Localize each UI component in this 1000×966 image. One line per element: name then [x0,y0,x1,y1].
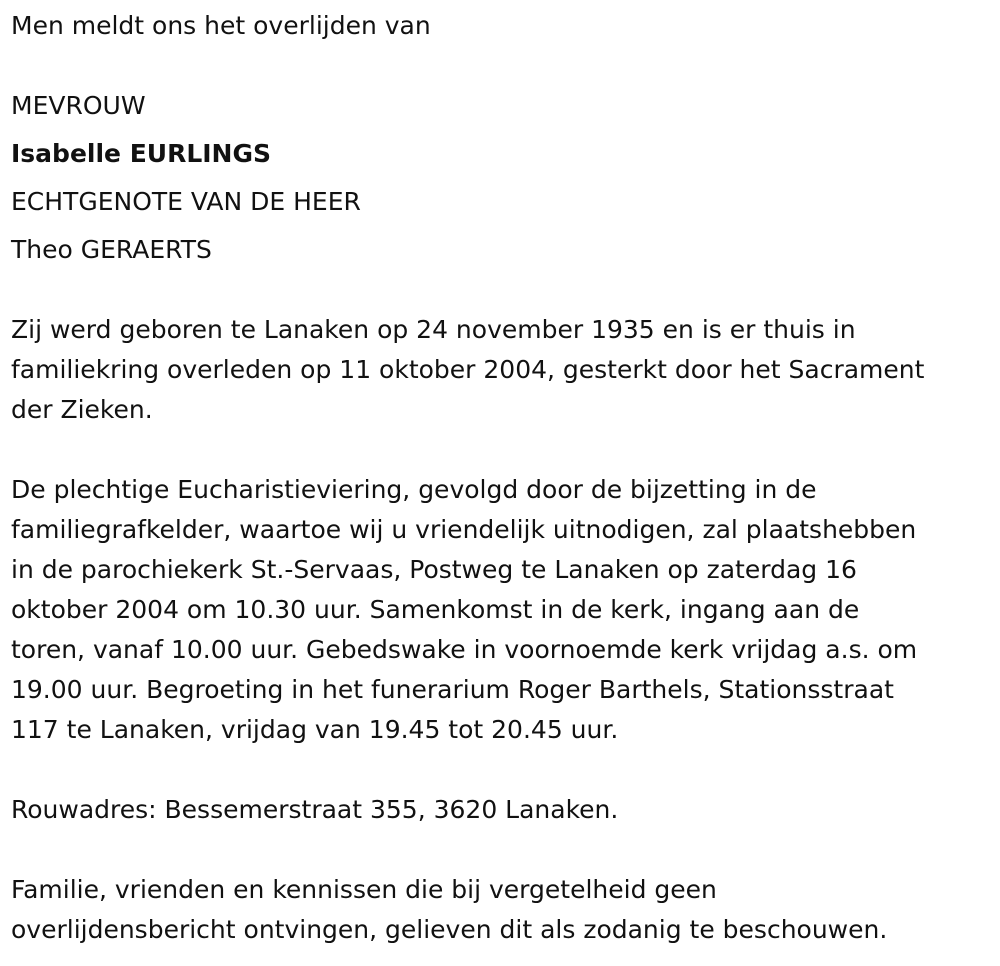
deceased-name: Isabelle EURLINGS [11,139,272,168]
text-line: in de parochiekerk St.-Servaas, Postweg te Lanaken op zaterdag 16 [11,555,857,584]
text-line: Zij werd geboren te Lanaken op 24 november 1935 en is er thuis in [11,315,856,344]
honorific: MEVROUW [11,91,146,120]
text-line: der Zieken. [11,395,153,424]
text-line: De plechtige Eucharistieviering, gevolgd door de bijzetting in de [11,475,817,504]
paragraph-notice [11,870,986,950]
text-line: familiegrafkelder, waartoe wij u vriendelijk uitnodigen, zal plaatshebben [11,515,917,544]
text-line: Familie, vrienden en kennissen die bij vergetelheid geen [11,875,717,904]
text-line: Rouwadres: Bessemerstraat 355, 3620 Lanaken. [11,795,619,824]
text-line: toren, vanaf 10.00 uur. Gebedswake in voornoemde kerk vrijdag a.s. om [11,635,918,664]
relation-text: ECHTGENOTE VAN DE HEER [11,187,361,216]
spouse-name: Theo GERAERTS [11,235,212,264]
text-line: 117 te Lanaken, vrijdag van 19.45 tot 20.45 uur. [11,715,619,744]
text-line: oktober 2004 om 10.30 uur. Samenkomst in de kerk, ingang aan de [11,595,860,624]
intro-text: Men meldt ons het overlijden van [11,11,431,40]
text-line: 19.00 uur. Begroeting in het funerarium Roger Barthels, Stationsstraat [11,675,894,704]
paragraph-ceremony [11,470,986,750]
paragraph-birth-death [11,310,986,430]
text-line: overlijdensbericht ontvingen, gelieven dit als zodanig te beschouwen. [11,915,888,944]
text-line: familiekring overleden op 11 oktober 2004, gesterkt door het Sacrament [11,355,925,384]
paragraph-address [11,790,986,830]
